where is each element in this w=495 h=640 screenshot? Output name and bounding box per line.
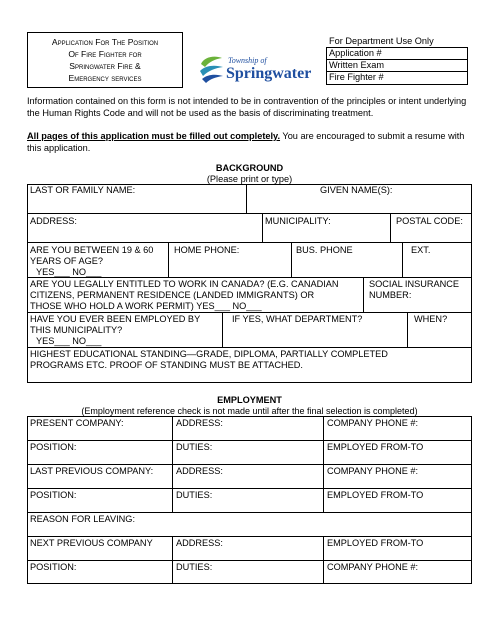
address-label: ADDRESS: — [30, 216, 77, 226]
employment-heading: EMPLOYMENT — [217, 395, 282, 405]
postal-code-label: POSTAL CODE: — [396, 216, 463, 226]
last-position-field[interactable]: POSITION: — [30, 490, 77, 500]
bus-phone-label: BUS. PHONE — [296, 245, 353, 255]
last-company-field[interactable]: LAST PREVIOUS COMPANY: — [30, 466, 154, 476]
when-label: WHEN? — [414, 314, 448, 324]
last-address-field[interactable]: ADDRESS: — [176, 466, 223, 476]
age-question-line-2: YEARS OF AGE? — [30, 256, 104, 266]
employed-question-line-2: THIS MUNICIPALITY? — [30, 325, 123, 335]
last-name-label: LAST OR FAMILY NAME: — [30, 185, 136, 195]
given-name-label: GIVEN NAME(S): — [320, 185, 393, 195]
sin-label-line-1: SOCIAL INSURANCE — [369, 279, 460, 289]
complete-all-pages-text: All pages of this application must be filled out completely. — [27, 131, 281, 141]
next-position-field[interactable]: POSITION: — [30, 562, 77, 572]
work-question-line-3: THOSE WHO HOLD A WORK PERMIT) YES___ NO___ — [30, 301, 262, 311]
employed-yes-no[interactable]: YES___ NO___ — [36, 336, 102, 346]
intro-paragraph: Information contained on this form is not intended to be in contravention of the principles or intent underlying the Human Rights Code and will not be used as the basis of discriminating treatment. — [27, 96, 467, 118]
ext-label: EXT. — [411, 245, 431, 255]
dept-application-field[interactable]: Application # — [329, 48, 382, 58]
next-phone-field[interactable]: COMPANY PHONE #: — [327, 562, 419, 572]
dept-use-heading: For Department Use Only — [329, 36, 434, 46]
next-company-field[interactable]: NEXT PREVIOUS COMPANY — [30, 538, 153, 548]
next-address-field[interactable]: ADDRESS: — [176, 538, 223, 548]
dept-written-exam-field[interactable]: Written Exam — [329, 60, 384, 70]
department-label: IF YES, WHAT DEPARTMENT? — [232, 314, 363, 324]
age-question-line-1: ARE YOU BETWEEN 19 & 60 — [30, 245, 154, 255]
background-heading: BACKGROUND — [215, 163, 284, 173]
background-subheading: (Please print or type) — [206, 174, 293, 184]
next-employed-field[interactable]: EMPLOYED FROM-TO — [327, 538, 424, 548]
form-title — [27, 36, 183, 84]
employment-subheading: (Employment reference check is not made until after the final selection is completed) — [81, 406, 418, 416]
intro-instructions — [27, 131, 472, 154]
present-address-field[interactable]: ADDRESS: — [176, 418, 223, 428]
logo-leaf-icon — [198, 54, 226, 84]
sin-label-line-2: NUMBER: — [369, 290, 412, 300]
last-employed-field[interactable]: EMPLOYED FROM-TO — [327, 490, 424, 500]
present-position-field[interactable]: POSITION: — [30, 442, 77, 452]
logo-top-text: Township of — [228, 56, 267, 65]
reason-leaving-field[interactable]: REASON FOR LEAVING: — [30, 514, 135, 524]
title-line-2: Of Fire Fighter for — [68, 49, 142, 59]
education-line-1: HIGHEST EDUCATIONAL STANDING—GRADE, DIPLOMA, PARTIALLY COMPLETED — [30, 349, 388, 359]
resume-text: You are encouraged to submit a resume with this application. — [27, 131, 465, 153]
title-line-1: Application For The Position — [51, 37, 159, 47]
present-phone-field[interactable]: COMPANY PHONE #: — [327, 418, 419, 428]
municipality-label: MUNICIPALITY: — [265, 216, 331, 226]
age-yes-no[interactable]: YES___ NO___ — [36, 267, 102, 277]
title-line-4: Emergency services — [68, 73, 142, 83]
present-duties-field[interactable]: DUTIES: — [176, 442, 213, 452]
dept-firefighter-field[interactable]: Fire Fighter # — [329, 72, 384, 82]
title-line-3: Springwater Fire & — [69, 61, 141, 71]
employed-question-line-1: HAVE YOU EVER BEEN EMPLOYED BY — [30, 314, 201, 324]
work-question-line-2: CITIZENS, PERMANENT RESIDENCE (LANDED IMMIGRANTS) OR — [30, 290, 315, 300]
education-line-2: PROGRAMS ETC. PROOF OF STANDING MUST BE ATTACHED. — [30, 360, 303, 370]
present-company-field[interactable]: PRESENT COMPANY: — [30, 418, 124, 428]
township-logo — [198, 54, 312, 86]
last-phone-field[interactable]: COMPANY PHONE #: — [327, 466, 419, 476]
work-question-line-1: ARE YOU LEGALLY ENTITLED TO WORK IN CANADA? (E.G. CANADIAN — [30, 279, 339, 289]
next-duties-field[interactable]: DUTIES: — [176, 562, 213, 572]
logo-name: Springwater — [226, 65, 312, 82]
home-phone-label: HOME PHONE: — [174, 245, 240, 255]
last-duties-field[interactable]: DUTIES: — [176, 490, 213, 500]
present-employed-field[interactable]: EMPLOYED FROM-TO — [327, 442, 424, 452]
